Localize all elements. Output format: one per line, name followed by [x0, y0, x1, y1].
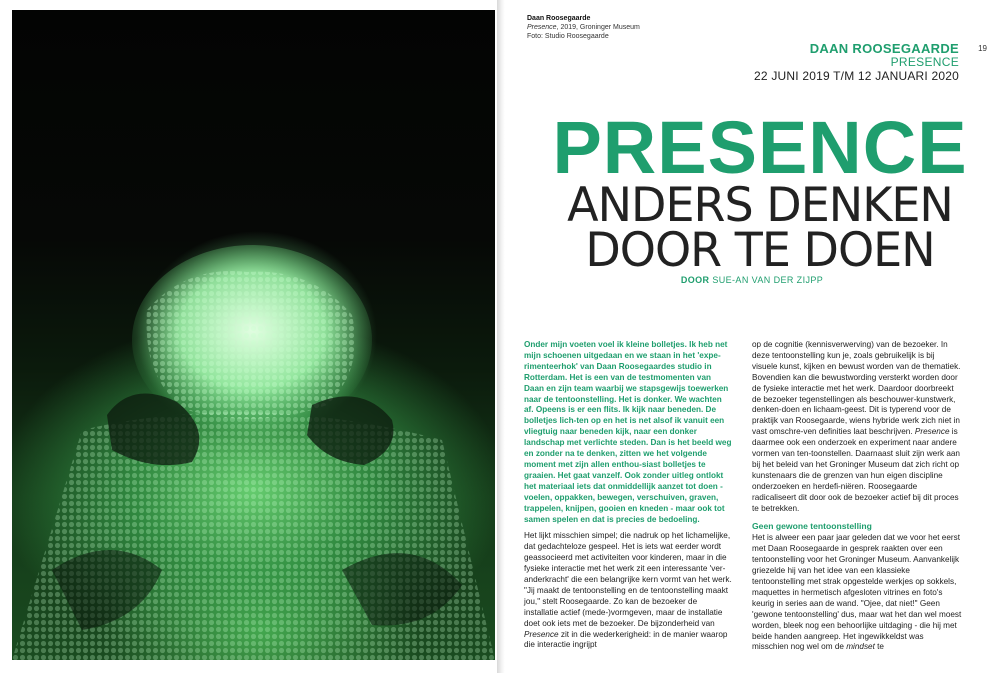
- right-page: [505, 0, 999, 673]
- header-title: PRESENCE: [890, 55, 959, 69]
- paragraph-text: Het is alweer een paar jaar geleden dat we voor het eerst met Daan Roosegaarde in gesprek raakten over een tentoonstelling voor het Groninger Museum. Aanvankelijk griezelde hij van het idee van een klassieke tentoonstelling met strak opgestelde werkjes op sokkels, maquettes in hermetisch afgesloten vitrines en foto's keurig in series aan de wand. "Ojee, dat niet!" Geen 'gewone tentoonstelling' dus, maar wat het dan wel moest worden, bleek nog een behoorlijke uitdaging - die hij met beide handen aangreep. Het ingewikkeldst was misschien nog wel om de: [752, 533, 962, 652]
- byline-author: SUE-AN VAN DER ZIJPP: [712, 275, 824, 285]
- page-gutter: [497, 0, 505, 673]
- credit-artist: Daan Roosegaarde: [527, 15, 591, 22]
- article-paragraph: [524, 531, 733, 651]
- article-intro: Onder mijn voeten voel ik kleine bolletjes. Ik heb net mijn schoenen uitgedaan en we staan in het 'expe-rimenteerhok' van Daan Roosegaardes studio in Rotterdam. Het is een van de testmomenten van Daan en zijn team waarbij we stapsgewijs toewerken naar de tentoonstelling. Het is donker. We wachten af. Opeens is er een flits. Ik kijk naar beneden. De bolletjes lich-ten op en het is net alsof ik vanuit een vliegtuig naar beneden kijk, naar een donker landschap met verlichte steden. Dan is het beeld weg en zonder na te denken, zitten we het volgende moment met zijn allen enthou-siast bolletjes te graaien. Het gaat vanzelf. Ook zonder uitleg ontlokt het materiaal iets dat onmiddellijk aanzet tot doen - voelen, oppakken, bewegen, verschuiven, graven, trappelen, knijpen, gooien en kneden - maar ook tot samen spelen en dat is precies de bedoeling.: [524, 340, 732, 524]
- photo-credit: [527, 14, 640, 41]
- paragraph-text: op de cognitie (kennisverwerving) van de bezoeker. In deze tentoonstelling kun je, zoals gebruikelijk is bij visuele kunst, kijken en bewust worden van de thematiek. Bovendien kan die bewustwording versterkt worden door de fysieke interactie met het werk. Daardoor doorbreekt de bezoeker tegenstellingen als beschouwer-kunstwerk, denken-doen en lichaam-geest. Dit is typerend voor de praktijk van Roosegaarde, wiens hybride werk zich niet in vast omschre-ven definities laat beschrijven.: [752, 340, 961, 437]
- subtitle-line-1: ANDERS DENKEN: [567, 177, 953, 233]
- article-paragraph: [752, 340, 962, 515]
- page-header: [754, 42, 959, 83]
- article-column-left: [524, 340, 733, 657]
- subtitle-line-2: DOOR TE DOEN: [585, 221, 935, 277]
- byline-label: DOOR: [680, 275, 710, 285]
- headline-title: PRESENCE: [552, 106, 968, 189]
- paragraph-italic: Presence: [524, 629, 559, 639]
- page-number: 19: [978, 44, 987, 53]
- credit-work-title: Presence: [527, 24, 557, 31]
- headline-subtitle: [545, 177, 975, 277]
- paragraph-text: te: [874, 642, 884, 652]
- paragraph-text: is daarmee ook een onderzoek en experiment naar andere vormen van ten-toonstellen. Daarnaast sluit zijn werk aan bij het beleid van het Groninger Museum dat zich richt op kunstenaars die de grenzen van hun eigen discipline onderzoeken en herdefi-niëren. Roosegaarde radicaliseert dit door ook de bezoeker actief bij dit proces te betrekken.: [752, 427, 960, 513]
- credit-work: [527, 23, 640, 32]
- paragraph-italic: Presence: [914, 427, 950, 437]
- glowing-beads-photo: [12, 10, 495, 660]
- left-page: [0, 0, 497, 673]
- header-dates: 22 JUNI 2019 T/M 12 JANUARI 2020: [754, 69, 959, 83]
- paragraph-text: Het lijkt misschien simpel; die nadruk op het lichamelijke, dat gedachteloze gespeel. Het is iets wat eerder wordt geassocieerd met activiteiten voor kinderen, maar in die fysieke interactie met het werk zit een interessante 'ver-anderkracht' die een belangrijke kern vormt van het werk. "Jij maakt de tentoonstelling en de tentoonstelling maakt jou," stelt Roosegaarde. Zo kan de bezoeker de installatie actief (mede-)vormgeven, maar de installatie doet ook iets met de bezoeker. De bijzonderheid van: [524, 531, 732, 628]
- byline: [505, 275, 999, 285]
- credit-work-details: , 2019, Groninger Museum: [556, 24, 640, 31]
- credit-photo: Foto: Studio Roosegaarde: [527, 33, 609, 40]
- article-column-right: [752, 340, 962, 659]
- paragraph-italic: mindset: [846, 642, 875, 652]
- paragraph-text: zit in die wederkerigheid: in de manier waarop die interactie ingrijpt: [524, 629, 728, 650]
- section-heading: Geen gewone tentoonstelling: [752, 520, 872, 531]
- header-artist: DAAN ROOSEGAARDE: [809, 41, 959, 56]
- article-paragraph: [752, 533, 962, 653]
